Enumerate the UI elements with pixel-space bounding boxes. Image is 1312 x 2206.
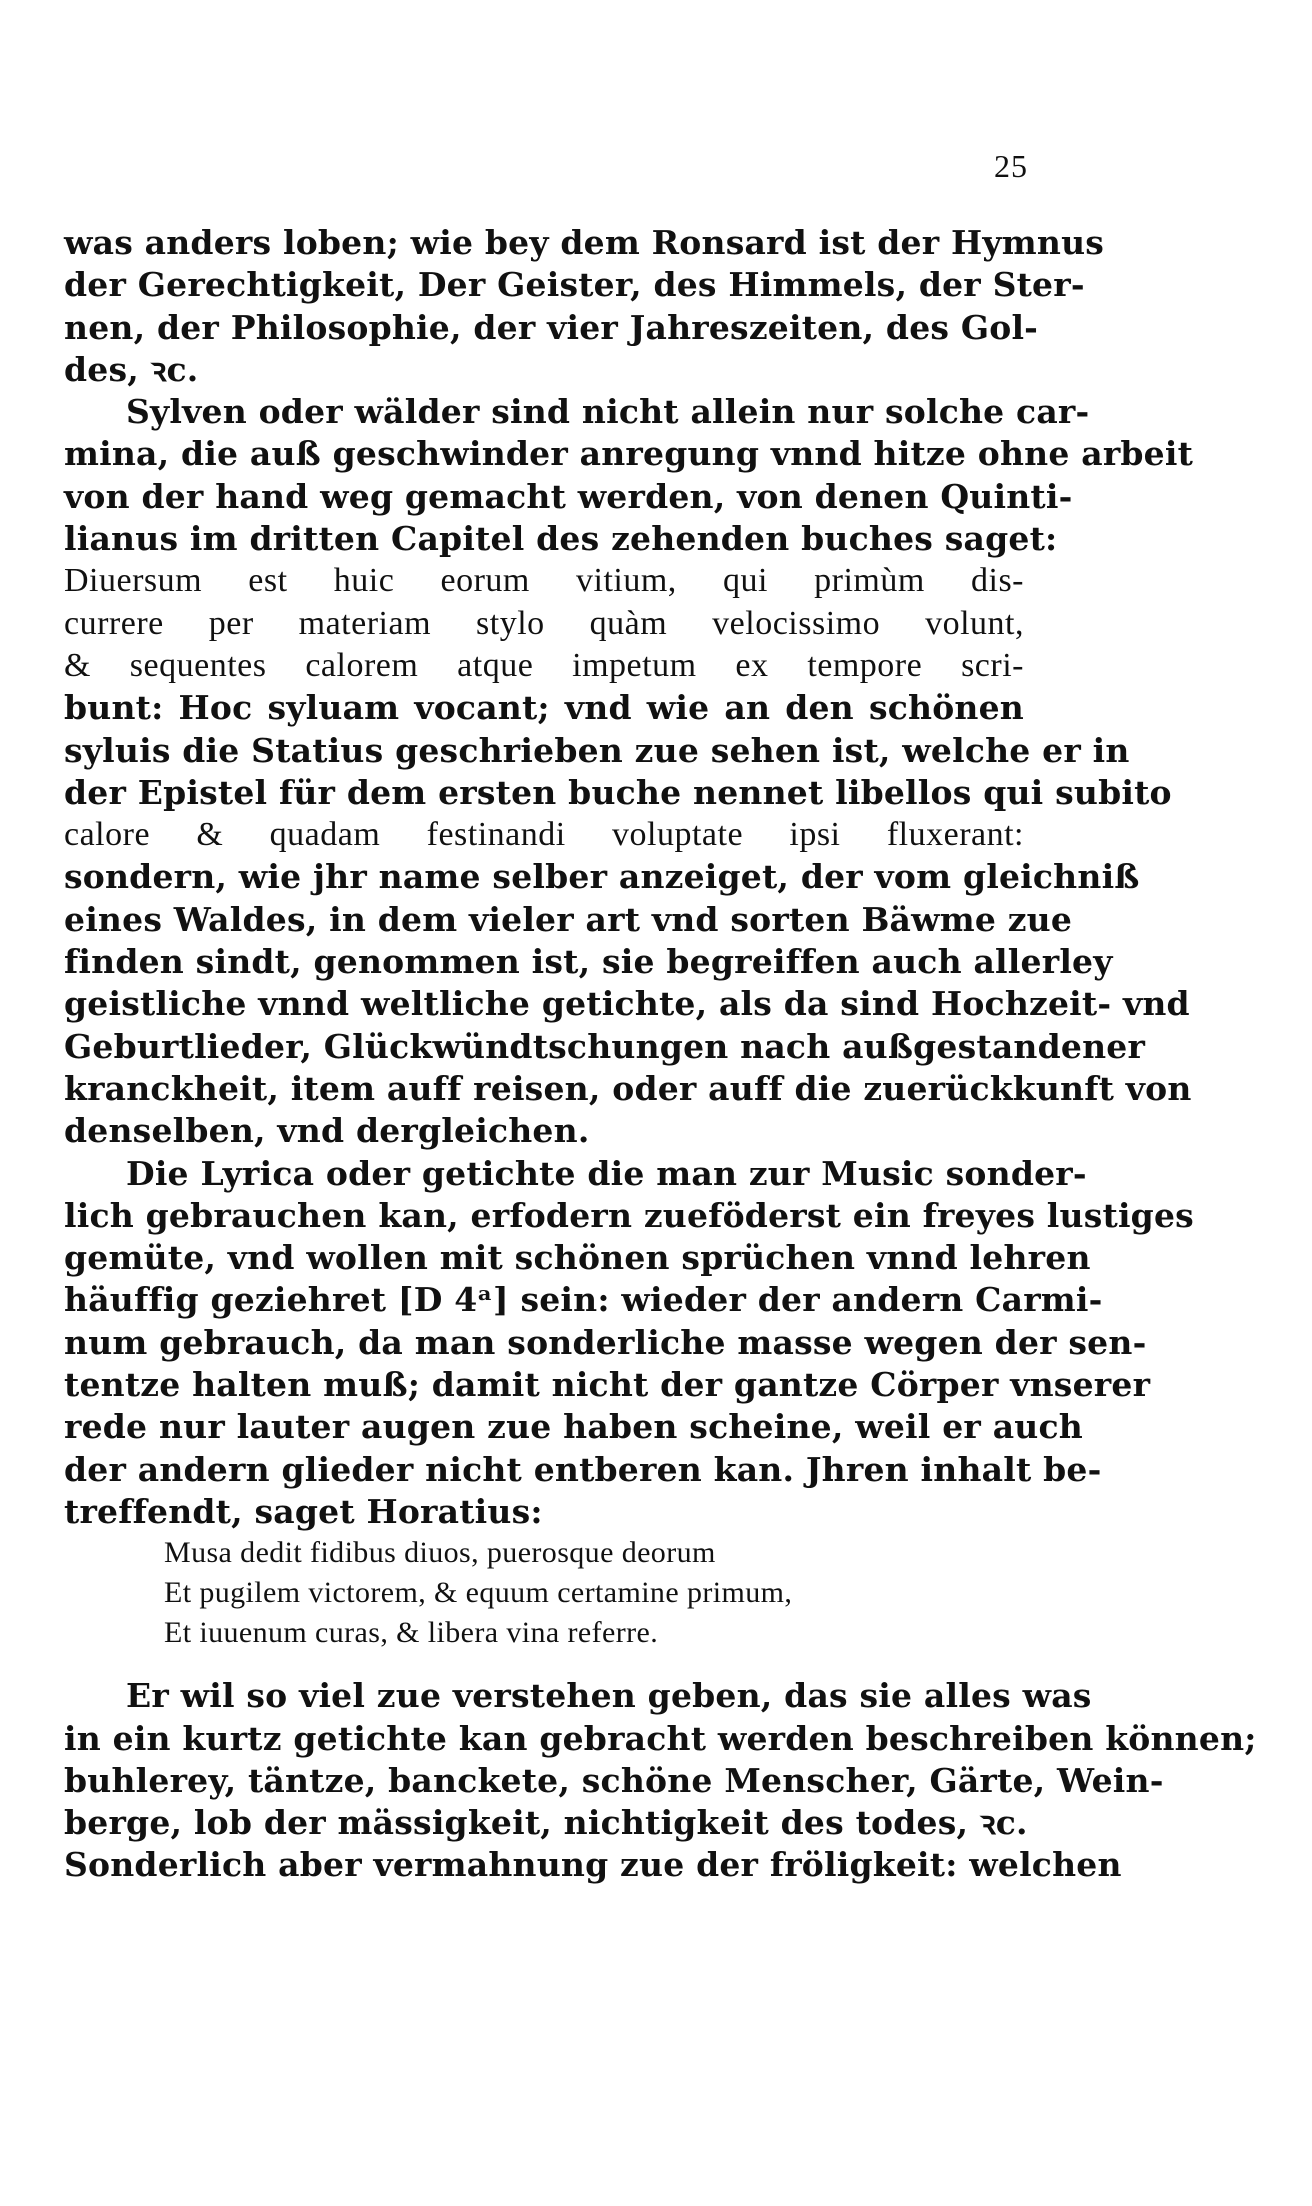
text-line: geistliche vnnd weltliche getichte, als da sind Hochzeit- vnd [64, 984, 1190, 1024]
text-line: Sylven oder wälder sind nicht allein nur solche car- [126, 392, 1090, 432]
text-line-latin: currere per materiam stylo quàm velocissimo volunt, [64, 604, 1024, 642]
text-line: häuffig geziehret [D 4ᵃ] sein: wieder der andern Carmi- [64, 1280, 1103, 1320]
text-line: syluis die Statius geschrieben zue sehen ist, welche er in [64, 730, 1130, 770]
text-line: in ein kurtz getichte kan gebracht werden beschreiben können; [64, 1718, 1257, 1758]
paragraph-lyrica [64, 1153, 1194, 1534]
verse-line: Musa dedit fidibus diuos, puerosque deorum [164, 1536, 716, 1570]
text-line-latin: & sequentes calorem atque impetum ex tempore scri- [64, 646, 1024, 684]
verse-line: Et pugilem victorem, & equum certamine primum, [164, 1576, 793, 1610]
text-line: denselben, vnd dergleichen. [64, 1111, 590, 1151]
text-line: des, ꝛc. [64, 349, 199, 389]
paragraph-sylven [64, 391, 1194, 1152]
text-line: mina, die auß geschwinder anregung vnnd hitze ohne arbeit [64, 434, 1194, 474]
page-number: 25 [994, 148, 1028, 184]
text-line: rede nur lauter augen zue haben scheine, weil er auch [64, 1407, 1083, 1447]
text-line: Geburtlieder, Glückwündtschungen nach außgestandener [64, 1026, 1146, 1066]
text-line: kranckheit, item auff reisen, oder auff die zuerückkunft von [64, 1068, 1192, 1108]
text-line-latin: calore & quadam festinandi voluptate ipsi fluxerant: [64, 816, 1024, 854]
text-line: finden sindt, genommen ist, sie begreiffen auch allerley [64, 942, 1113, 982]
text-line: von der hand weg gemacht werden, von denen Quinti- [64, 476, 1073, 516]
text-line: Sonderlich aber vermahnung zue der fröligkeit: welchen [64, 1845, 1122, 1885]
verse-line: Et iuuenum curas, & libera vina referre. [164, 1616, 659, 1650]
text-line: bunt: Hoc syluam vocant; vnd wie an den schönen [64, 688, 1024, 728]
text-line: treffendt, saget Horatius: [64, 1491, 543, 1531]
text-line: sondern, wie jhr name selber anzeiget, der vom gleichniß [64, 857, 1140, 897]
text-line: berge, lob der mässigkeit, nichtigkeit des todes, ꝛc. [64, 1803, 1028, 1843]
text-line: num gebrauch, da man sonderliche masse wegen der sen- [64, 1322, 1147, 1362]
text-line: nen, der Philosophie, der vier Jahreszeiten, des Gol- [64, 307, 1039, 347]
text-line: eines Waldes, in dem vieler art vnd sorten Bäwme zue [64, 899, 1073, 939]
verse-quotation [64, 1533, 1024, 1653]
text-line: Er wil so viel zue verstehen geben, das sie alles was [126, 1676, 1092, 1716]
text-line: der Epistel für dem ersten buche nennet libellos qui subito [64, 772, 1172, 812]
text-line: Die Lyrica oder getichte die man zur Music sonder- [126, 1153, 1087, 1193]
text-line: lich gebrauchen kan, erfodern zueföderst ein freyes lustiges [64, 1195, 1194, 1235]
text-line: tentze halten muß; damit nicht der gantze Cörper vnserer [64, 1365, 1151, 1405]
paragraph-er-wil [64, 1675, 1257, 1886]
spacer [64, 1653, 1024, 1675]
text-line: was anders loben; wie bey dem Ronsard ist der Hymnus [64, 223, 1105, 262]
text-line-latin: Diuersum est huic eorum vitium, qui primùm dis- [64, 562, 1024, 600]
paragraph-ronsard [64, 222, 1105, 391]
text-line: der andern glieder nicht entberen kan. Jhren inhalt be- [64, 1449, 1102, 1489]
body-text [64, 222, 1257, 1887]
text-line: der Gerechtigkeit, Der Geister, des Himmels, der Ster- [64, 265, 1085, 305]
text-line: lianus im dritten Capitel des zehenden buches saget: [64, 519, 1058, 559]
text-line: buhlerey, täntze, banckete, schöne Menscher, Gärte, Wein- [64, 1760, 1164, 1800]
text-line: gemüte, vnd wollen mit schönen sprüchen vnnd lehren [64, 1238, 1091, 1278]
